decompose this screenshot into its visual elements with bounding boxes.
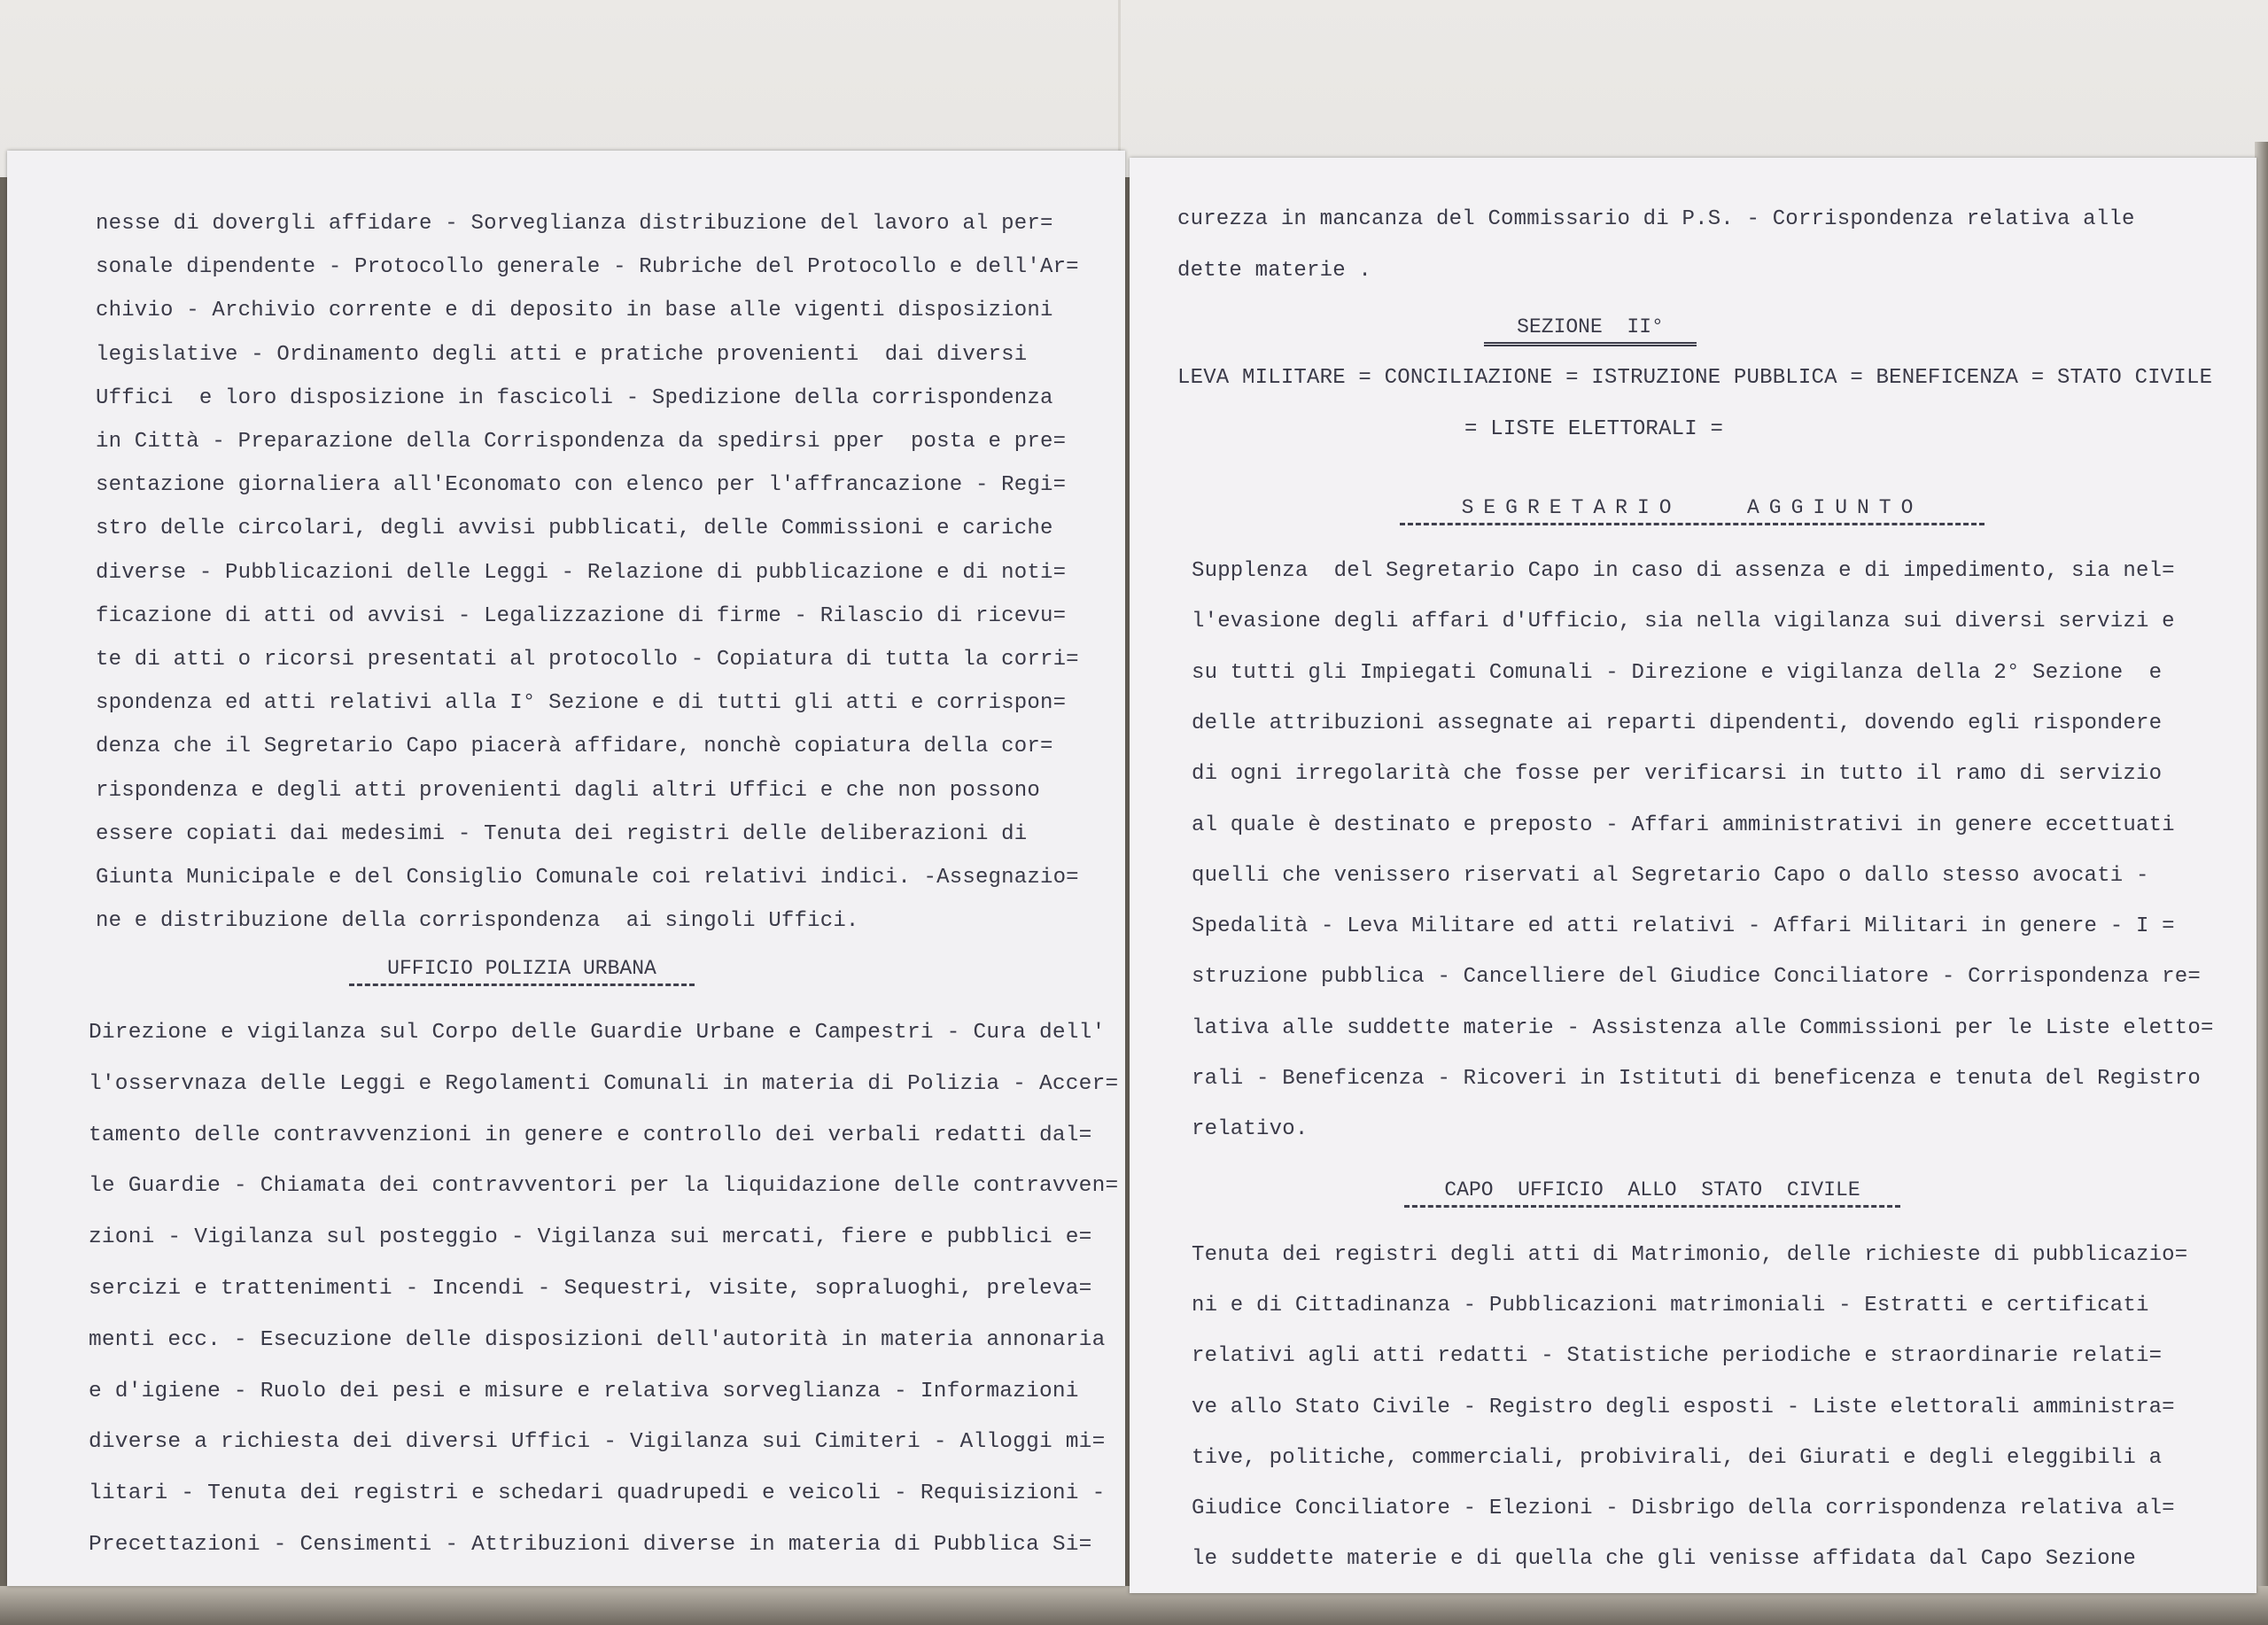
text-line: litari - Tenuta dei registri e schedari quadrupedi e veicoli - Requisizioni -	[89, 1481, 1106, 1506]
left-page	[7, 151, 1125, 1586]
text-line: spondenza ed atti relativi alla I° Sezione e di tutti gli atti e corrispon=	[96, 691, 1067, 716]
text-line: Tenuta dei registri degli atti di Matrimonio, delle richieste di pubblicazio=	[1192, 1243, 2188, 1267]
text-line: delle attribuzioni assegnate ai reparti dipendenti, dovendo egli rispondere	[1192, 711, 2163, 735]
text-line: lativa alle suddette materie - Assistenza alle Commissioni per le Liste eletto=	[1192, 1015, 2214, 1040]
text-line: le suddette materie e di quella che gli venisse affidata dal Capo Sezione	[1192, 1547, 2136, 1572]
text-line: diverse a richiesta dei diversi Uffici - Vigilanza sui Cimiteri - Alloggi mi=	[89, 1430, 1106, 1455]
text-line: in Città - Preparazione della Corrispondenza da spedirsi pper posta e pre=	[96, 430, 1067, 454]
text-line: Direzione e vigilanza sul Corpo delle Guardie Urbane e Campestri - Cura dell'	[89, 1021, 1106, 1045]
text-line: relativi agli atti redatti - Statistiche periodiche e straordinarie relati=	[1192, 1344, 2163, 1369]
right-page	[1130, 158, 2256, 1593]
text-line: denza che il Segretario Capo piacerà affidare, nonchè copiatura della cor=	[96, 735, 1053, 759]
text-line: te di atti o ricorsi presentati al protocollo - Copiatura di tutta la corri=	[96, 648, 1079, 672]
text-line: chivio - Archivio corrente e di deposito in base alle vigenti disposizioni	[96, 299, 1053, 323]
text-line: dette materie .	[1177, 259, 1372, 283]
page-edge	[2255, 142, 2268, 1604]
text-line: e d'igiene - Ruolo dei pesi e misure e relativa sorveglianza - Informazioni	[89, 1379, 1079, 1403]
text-line: LEVA MILITARE = CONCILIAZIONE = ISTRUZIONE PUBBLICA = BENEFICENZA = STATO CIVILE	[1177, 366, 2213, 390]
text-line: Giudice Conciliatore - Elezioni - Disbrigo della corrispondenza relativa al=	[1192, 1497, 2175, 1520]
text-line: zioni - Vigilanza sul posteggio - Vigilanza sui mercati, fiere e pubblici e=	[89, 1225, 1092, 1250]
text-line: tive, politiche, commerciali, probivirali, dei Giurati e degli eleggibili a	[1192, 1445, 2163, 1470]
text-line: l'osservnaza delle Leggi e Regolamenti Comunali in materia di Polizia - Accer=	[89, 1071, 1119, 1096]
text-line: legislative - Ordinamento degli atti e pratiche provenienti dai diversi	[96, 342, 1028, 367]
text-line: le Guardie - Chiamata dei contravventori per la liquidazione delle contravven=	[89, 1174, 1119, 1199]
heading-ufficio-polizia-urbana: UFFICIO POLIZIA URBANA	[349, 955, 695, 986]
text-line: struzione pubblica - Cancelliere del Giudice Conciliatore - Corrispondenza re=	[1192, 965, 2201, 990]
text-line: Uffici e loro disposizione in fascicoli - Spedizione della corrispondenza	[96, 385, 1053, 410]
text-line: ni e di Cittadinanza - Pubblicazioni matrimoniali - Estratti e certificati	[1192, 1294, 2149, 1318]
heading-sezione-ii: SEZIONE II°	[1484, 314, 1697, 346]
text-line: ne e distribuzione della corrispondenza ai singoli Uffici.	[96, 909, 859, 934]
text-line: Precettazioni - Censimenti - Attribuzioni diverse in materia di Pubblica Si=	[89, 1533, 1092, 1557]
text-line: Giunta Municipale e del Consiglio Comunale coi relativi indici. -Assegnazio=	[96, 866, 1079, 890]
text-line: al quale è destinato e preposto - Affari amministrativi in genere eccettuati	[1192, 812, 2175, 837]
text-line: ve allo Stato Civile - Registro degli esposti - Liste elettorali amministra=	[1192, 1395, 2175, 1419]
text-line: relativo.	[1192, 1117, 1309, 1142]
text-line: quelli che venissero riservati al Segretario Capo o dallo stesso avocati -	[1192, 863, 2149, 888]
text-line: sercizi e trattenimenti - Incendi - Sequestri, visite, sopraluoghi, preleva=	[89, 1277, 1092, 1301]
text-line: sentazione giornaliera all'Economato con elenco per l'affrancazione - Regi=	[96, 473, 1067, 498]
text-line: ficazione di atti od avvisi - Legalizzazione di firme - Rilascio di ricevu=	[96, 603, 1067, 628]
text-line: su tutti gli Impiegati Comunali - Direzione e vigilanza della 2° Sezione e	[1192, 660, 2163, 685]
heading-capo-ufficio-stato-civile: CAPO UFFICIO ALLO STATO CIVILE	[1404, 1177, 1900, 1208]
text-line: = LISTE ELETTORALI =	[1464, 417, 1724, 441]
text-line: Spedalità - Leva Militare ed atti relativi - Affari Militari in genere - I =	[1192, 914, 2175, 939]
text-line: l'evasione degli affari d'Ufficio, sia nella vigilanza sui diversi servizi e	[1192, 610, 2175, 634]
text-line: essere copiati dai medesimi - Tenuta dei registri delle deliberazioni di	[96, 821, 1028, 846]
text-line: nesse di dovergli affidare - Sorveglianza distribuzione del lavoro al per=	[96, 212, 1053, 236]
text-line: diverse - Pubblicazioni delle Leggi - Relazione di pubblicazione e di noti=	[96, 560, 1067, 585]
text-line: rispondenza e degli atti provenienti dagli altri Uffici e che non possono	[96, 778, 1040, 803]
text-line: rali - Beneficenza - Ricoveri in Istituti di beneficenza e tenuta del Registro	[1192, 1067, 2201, 1091]
text-line: tamento delle contravvenzioni in genere e controllo dei verbali redatti dal=	[89, 1123, 1092, 1147]
text-line: menti ecc. - Esecuzione delle disposizioni dell'autorità in materia annonaria	[89, 1327, 1106, 1352]
heading-segretario-aggiunto: SEGRETARIO AGGIUNTO	[1400, 494, 1984, 525]
text-line: stro delle circolari, degli avvisi pubblicati, delle Commissioni e cariche	[96, 517, 1053, 541]
text-line: sonale dipendente - Protocollo generale - Rubriche del Protocollo e dell'Ar=	[96, 255, 1079, 280]
text-line: di ogni irregolarità che fosse per verificarsi in tutto il ramo di servizio	[1192, 762, 2163, 787]
text-line: Supplenza del Segretario Capo in caso di assenza e di impedimento, sia nel=	[1192, 559, 2175, 583]
text-line: curezza in mancanza del Commissario di P.S. - Corrispondenza relativa alle	[1177, 207, 2135, 231]
